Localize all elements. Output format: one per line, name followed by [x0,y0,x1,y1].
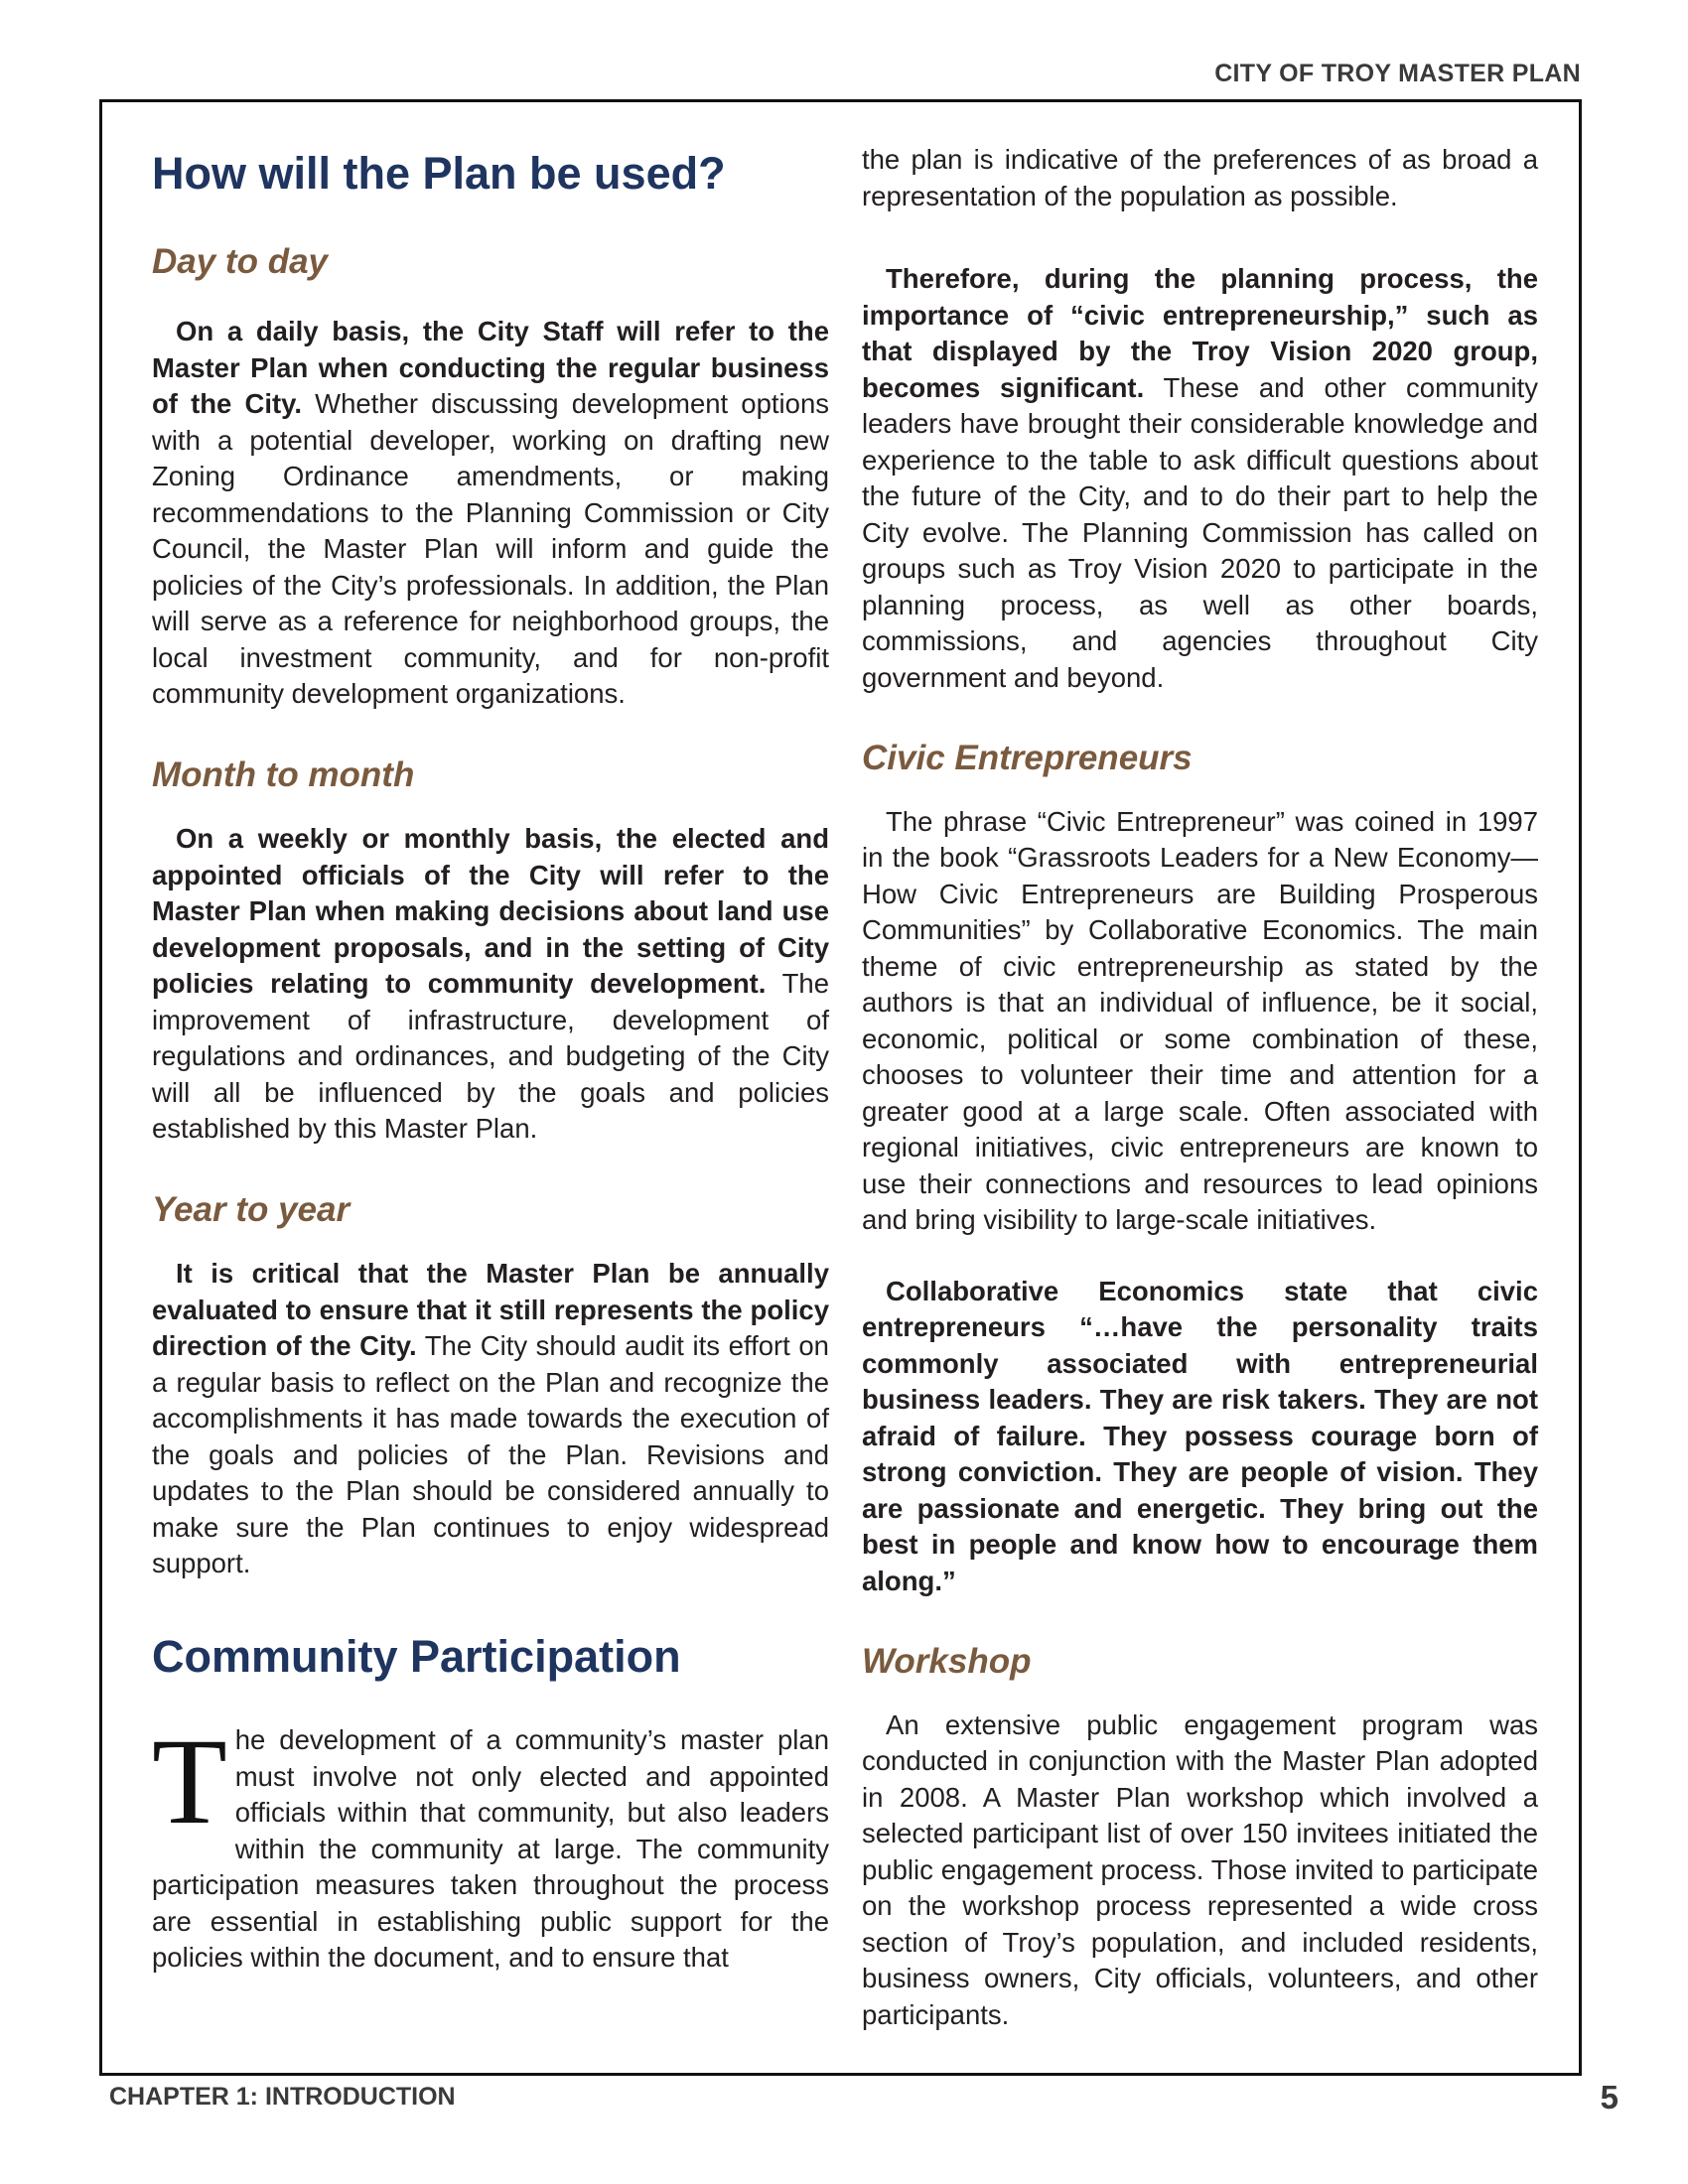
year-to-year-paragraph [152,1256,829,1582]
page-number: 5 [1600,2079,1618,2116]
day-to-day-text: Whether discussing development options with a potential developer, working on drafting new Zoning Ordinance amendments, or making recommendations to the Planning Commission or City Council, the Master Plan will inform and guide the policies of the City’s professionals. In addition, the Plan will serve as a reference for neighborhood groups, the local investment community, and for non-profit community development organizations. [152,388,829,709]
civic-entrepreneurs-paragraph: The phrase “Civic Entrepreneur” was coined in 1997 in the book “Grassroots Leaders for a New Economy—How Civic Entrepreneurs are Building Prosperous Communities” by Collaborative Economics. The main theme of civic entrepreneurship as stated by the authors is that an individual of influence, be it social, economic, political or some combination of these, chooses to volunteer their time and attention for a greater good at a large scale. Often associated with regional initiatives, civic entrepreneurs are known to use their connections and resources to lead opinions and bring visibility to large-scale initiatives. [862,805,1538,1235]
drop-cap: T [152,1713,227,1849]
right-column [862,102,1538,2033]
continuation-paragraph: the plan is indicative of the preferences of as broad a representation of the population as possible. [862,144,1538,211]
civic-entrepreneurs-heading: Civic Entrepreneurs [862,739,1193,777]
year-to-year-lead: It is critical that the Master Plan be annually evaluated to ensure that it still represents the policy direction of the City. [152,1258,829,1361]
civic-entrepreneurship-text: These and other community leaders have brought their considerable knowledge and experience to the table to ask difficult questions about the future of the City, and to do their part to help the City evolve. The Planning Commission has called on groups such as Troy Vision 2020 to participate in the planning process, as well as other boards, commissions, and agencies throughout City government and beyond. [862,371,1538,693]
page-frame [99,99,1582,2076]
collaborative-economics-quote: Collaborative Economics state that civic entrepreneurs “…have the personality traits commonly associated with entrepreneurial business leaders. They are risk takers. They are not afraid of failure. They possess courage born of strong conviction. They are people of vision. They are passionate and energetic. They bring out the best in people and know how to encourage them along.” [862,1275,1538,1596]
month-to-month-paragraph [152,821,829,1148]
day-to-day-heading: Day to day [152,241,328,281]
day-to-day-lead: On a daily basis, the City Staff will refer to the Master Plan when conducting the regular business of the City. [152,316,829,419]
year-to-year-heading: Year to year [152,1189,351,1229]
month-to-month-text: The improvement of infrastructure, development of regulations and ordinances, and budgeting of the City will all be influenced by the goals and policies established by this Master Plan. [152,968,830,1144]
running-head: CITY OF TROY MASTER PLAN [1214,60,1581,87]
community-participation-text: he development of a community’s master plan must involve not only elected and appointed officials within that community, but also leaders within the community at large. The community participation measures taken throughout the process are essential in establishing public support for the policies within the document, and to ensure that [152,1724,829,1973]
community-participation-paragraph [152,1713,829,1977]
civic-entrepreneurship-lead: Therefore, during the planning process, the importance of “civic entrepreneurship,” such as that displayed by the Troy Vision 2020 group, becomes significant. [862,263,1538,403]
year-to-year-text: The City should audit its effort on a regular basis to reflect on the Plan and recognize the accomplishments it has made towards the execution of the goals and policies of the Plan. Revisions and updates to the Plan should be considered annually to make sure the Plan continues to enjoy widespread support. [152,1330,829,1578]
day-to-day-paragraph [152,314,829,713]
plan-use-title: How will the Plan be used? [152,148,726,199]
month-to-month-lead: On a weekly or monthly basis, the elected and appointed officials of the City will refer to the Master Plan when making decisions about land use development proposals, and in the setting of City policies relating to community development. [152,823,829,999]
community-participation-title: Community Participation [152,1630,681,1682]
civic-entrepreneurship-paragraph [862,261,1538,696]
month-to-month-heading: Month to month [152,754,415,794]
left-column [152,102,829,1977]
chapter-label: CHAPTER 1: INTRODUCTION [109,2083,456,2111]
workshop-paragraph: An extensive public engagement program was conducted in conjunction with the Master Plan adopted in 2008. A Master Plan workshop which involved a selected participant list of over 150 invitees initiated the public engagement process. Those invited to participate on the workshop process represented a wide cross section of Troy’s population, and included residents, business owners, City officials, volunteers, and other participants. [862,1708,1538,2030]
workshop-heading: Workshop [862,1642,1032,1681]
